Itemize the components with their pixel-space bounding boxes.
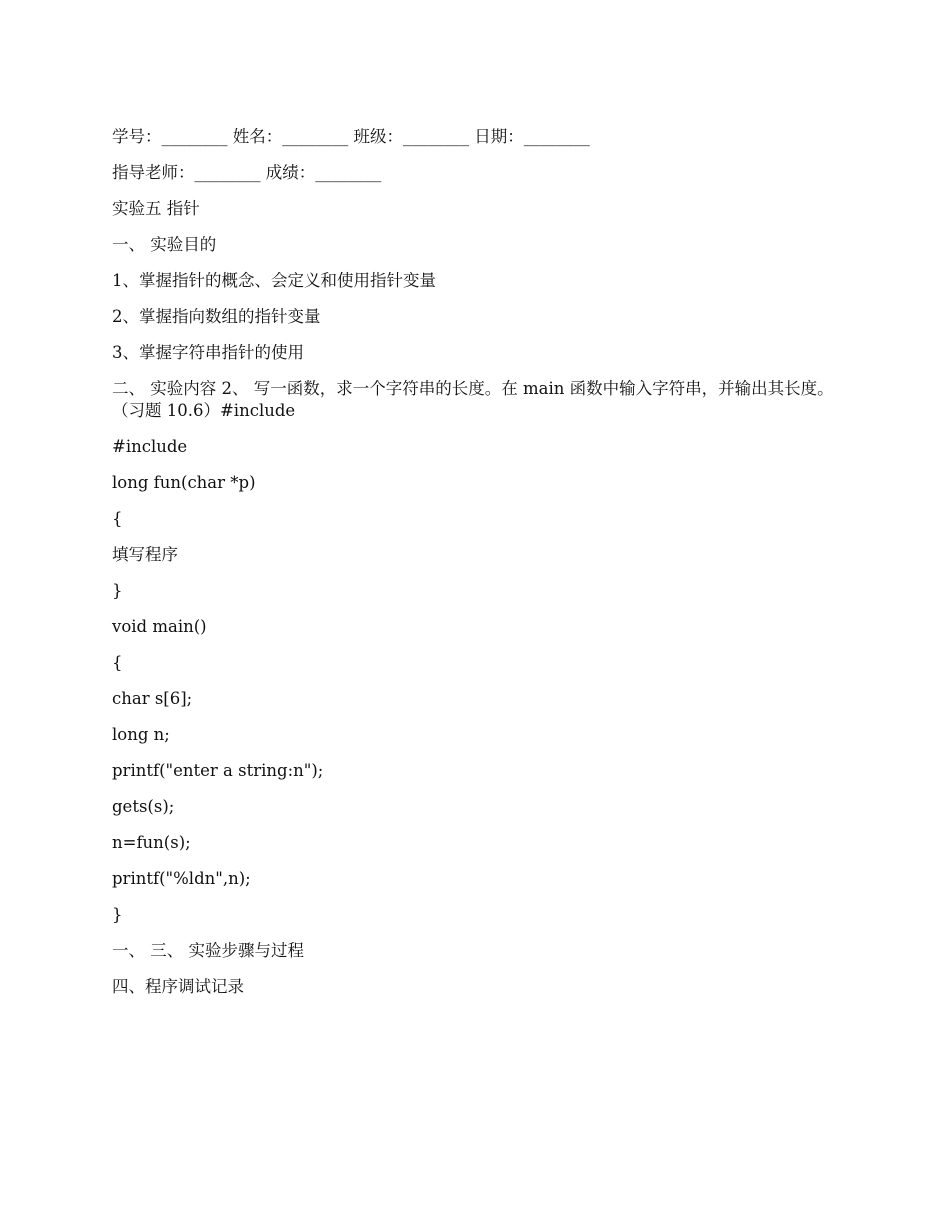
section-heading-steps: 一、 三、 实验步骤与过程 <box>112 941 304 960</box>
code-line: long n; <box>112 725 170 744</box>
teacher-grade-line: 指导老师：________ 成绩：________ <box>112 163 382 182</box>
section-heading-content: 二、 实验内容 2、 写一函数，求一个字符串的长度。在 main 函数中输入字符串，并输出其长度。（习题 10.6）#include <box>112 379 834 420</box>
experiment-title: 实验五 指针 <box>112 199 200 218</box>
code-line: printf("%ldn",n); <box>112 869 251 888</box>
code-line: { <box>112 509 123 528</box>
code-line: n=fun(s); <box>112 833 191 852</box>
code-line: } <box>112 581 123 600</box>
purpose-item-1: 1、掌握指针的概念、会定义和使用指针变量 <box>112 271 436 290</box>
section-heading-debug: 四、程序调试记录 <box>112 977 244 996</box>
code-line: } <box>112 905 123 924</box>
code-line: { <box>112 653 123 672</box>
section-heading-purpose: 一、 实验目的 <box>112 235 217 254</box>
code-line: #include <box>112 437 188 456</box>
code-line: printf("enter a string:n"); <box>112 761 324 780</box>
student-info-line: 学号：________ 姓名：________ 班级：________ 日期：________ <box>112 127 590 146</box>
code-line: gets(s); <box>112 797 175 816</box>
code-line: 填写程序 <box>112 545 178 564</box>
document-body <box>112 126 842 1012</box>
code-line: long fun(char *p) <box>112 473 256 492</box>
code-line: void main() <box>112 617 207 636</box>
purpose-item-2: 2、掌握指向数组的指针变量 <box>112 307 321 326</box>
code-line: char s[6]; <box>112 689 193 708</box>
purpose-item-3: 3、掌握字符串指针的使用 <box>112 343 304 362</box>
